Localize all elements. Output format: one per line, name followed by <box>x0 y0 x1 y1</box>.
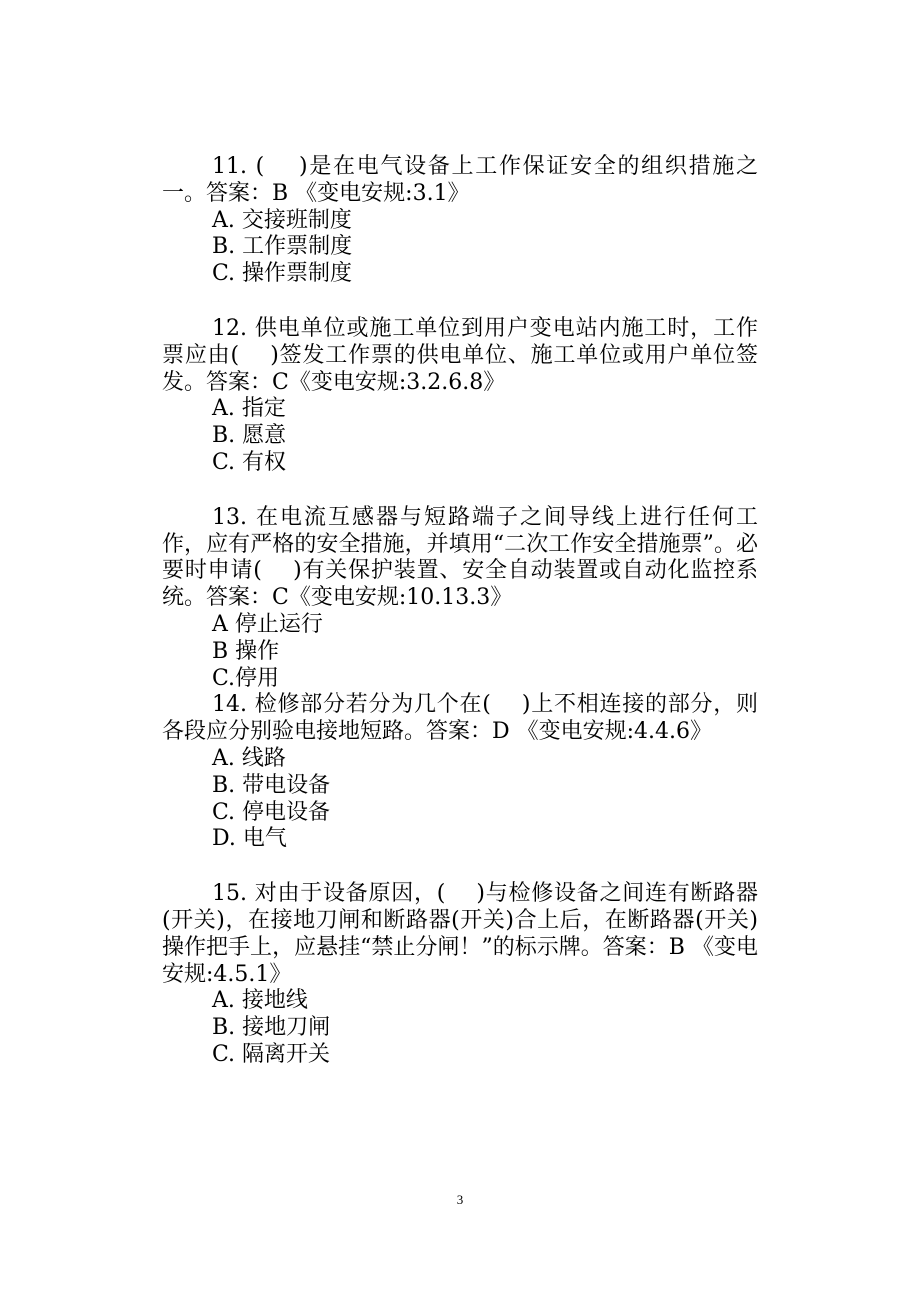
option-b: B. 接地刀闸 <box>212 1015 331 1041</box>
question-14 <box>162 692 758 853</box>
option-a: A. 指定 <box>212 396 286 422</box>
option-b: B 操作 <box>212 638 280 664</box>
spacer <box>162 853 758 881</box>
option-b: B. 愿意 <box>212 423 287 449</box>
option-a: A. 接地线 <box>212 988 308 1014</box>
option-d: D. 电气 <box>212 826 287 852</box>
option-c: C. 操作票制度 <box>212 261 353 287</box>
option-b: B. 带电设备 <box>212 772 331 798</box>
question-list <box>162 154 758 1069</box>
question-12 <box>162 316 758 477</box>
option-c: C.停用 <box>212 665 280 691</box>
page-number: 3 <box>456 1192 464 1207</box>
option-a: A. 线路 <box>212 745 286 771</box>
spacer <box>162 288 758 316</box>
question-stem: 15. 对由于设备原因，( )与检修设备之间连有断路器(开关)，在接地刀闸和断路器(开关)合上后，在断路器(开关)操作把手上，应悬挂“禁止分闸！”的标示牌。答案：B 《变电安规:4.5.1》 <box>162 881 758 987</box>
question-stem: 12. 供电单位或施工单位到用户变电站内施工时，工作票应由( )签发工作票的供电单位、施工单位或用户单位签发。答案：C《变电安规:3.2.6.8》 <box>162 315 758 395</box>
option-a: A 停止运行 <box>212 611 323 637</box>
option-c: C. 停电设备 <box>212 799 331 825</box>
option-a: A. 交接班制度 <box>212 207 352 233</box>
question-11 <box>162 154 758 288</box>
question-stem: 11. ( )是在电气设备上工作保证安全的组织措施之一。答案：B 《变电安规:3.1》 <box>162 154 758 206</box>
option-c: C. 有权 <box>212 449 287 475</box>
spacer <box>162 477 758 505</box>
option-c: C. 隔离开关 <box>212 1041 331 1067</box>
question-stem: 14. 检修部分若分为几个在( )上不相连接的部分，则各段应分别验电接地短路。答案：D 《变电安规:4.4.6》 <box>162 692 758 745</box>
option-b: B. 工作票制度 <box>212 234 353 260</box>
question-13 <box>162 505 758 693</box>
question-stem: 13. 在电流互感器与短路端子之间导线上进行任何工作，应有严格的安全措施，并填用“二次工作安全措施票”。必要时申请( )有关保护装置、安全自动装置或自动化监控系统。答案：C《变电安规:10.13.3》 <box>162 504 758 611</box>
question-15 <box>162 881 758 1069</box>
